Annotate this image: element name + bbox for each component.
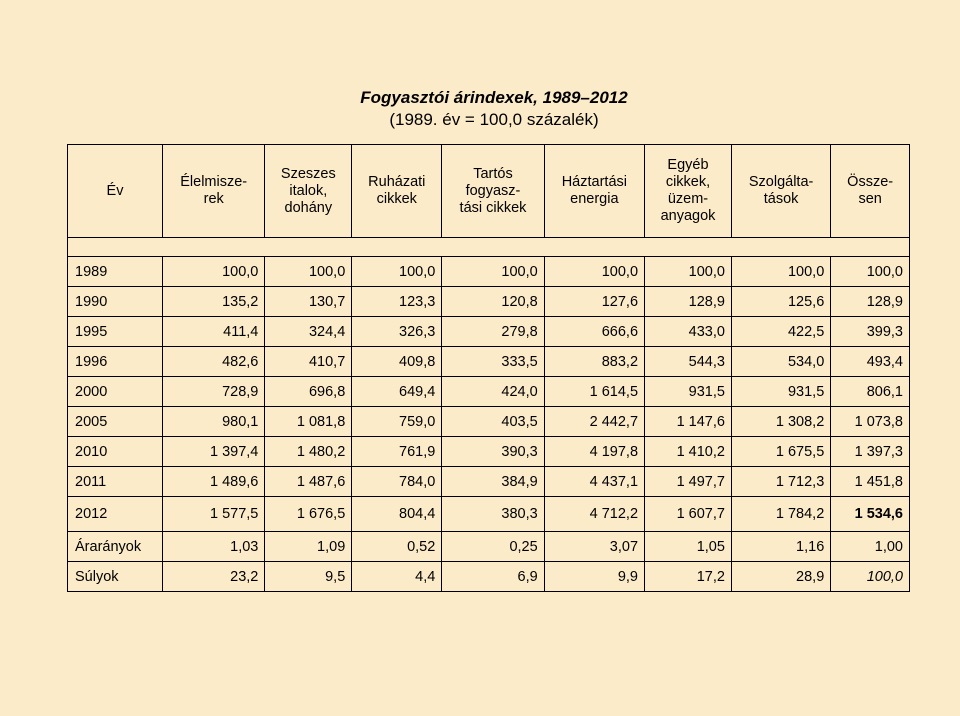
table-cell: 2 442,7: [544, 407, 644, 437]
row-label: 1995: [68, 317, 163, 347]
table-cell: 128,9: [831, 287, 910, 317]
table-cell: 100,0: [831, 562, 910, 592]
table-cell: 17,2: [645, 562, 732, 592]
column-header: Tartós fogyasz- tási cikkek: [442, 145, 544, 238]
table-cell: 380,3: [442, 497, 544, 532]
table-cell: 649,4: [352, 377, 442, 407]
table-cell: 1 397,4: [163, 437, 265, 467]
table-cell: 1 712,3: [731, 467, 830, 497]
table-cell: 1 397,3: [831, 437, 910, 467]
spacer-row: [68, 238, 910, 257]
table-cell: 482,6: [163, 347, 265, 377]
table-cell: 409,8: [352, 347, 442, 377]
table-cell: 931,5: [645, 377, 732, 407]
title-line-1: Fogyasztói árindexek, 1989–2012: [360, 88, 628, 107]
column-header: Össze- sen: [831, 145, 910, 238]
table-cell: 0,25: [442, 532, 544, 562]
table-cell: 9,9: [544, 562, 644, 592]
table-cell: 1,03: [163, 532, 265, 562]
table-cell: 100,0: [163, 257, 265, 287]
price-index-table: [67, 144, 910, 592]
table-row: [68, 407, 910, 437]
table-cell: 100,0: [645, 257, 732, 287]
table-cell: 4 197,8: [544, 437, 644, 467]
table-title: [0, 87, 960, 131]
column-header: Szeszes italok, dohány: [265, 145, 352, 238]
title-line-2: (1989. év = 100,0 százalék): [389, 110, 599, 129]
column-header: Szolgálta- tások: [731, 145, 830, 238]
table-cell: 1 410,2: [645, 437, 732, 467]
table-cell: 135,2: [163, 287, 265, 317]
table-row: [68, 437, 910, 467]
table-cell: 1 480,2: [265, 437, 352, 467]
table-cell: 130,7: [265, 287, 352, 317]
table-cell: 883,2: [544, 347, 644, 377]
table-cell: 804,4: [352, 497, 442, 532]
row-label: 2012: [68, 497, 163, 532]
row-label: 1990: [68, 287, 163, 317]
table-cell: 326,3: [352, 317, 442, 347]
table-cell: 28,9: [731, 562, 830, 592]
table-cell: 1 534,6: [831, 497, 910, 532]
table-cell: 403,5: [442, 407, 544, 437]
table-row: [68, 562, 910, 592]
table-cell: 399,3: [831, 317, 910, 347]
table-cell: 759,0: [352, 407, 442, 437]
table-cell: 100,0: [265, 257, 352, 287]
table-cell: 9,5: [265, 562, 352, 592]
table-cell: 128,9: [645, 287, 732, 317]
table-cell: 4 712,2: [544, 497, 644, 532]
table-cell: 931,5: [731, 377, 830, 407]
row-label: Árarányok: [68, 532, 163, 562]
table-cell: 23,2: [163, 562, 265, 592]
table-cell: 100,0: [442, 257, 544, 287]
table-row: [68, 532, 910, 562]
table-cell: 123,3: [352, 287, 442, 317]
table-cell: 120,8: [442, 287, 544, 317]
table-cell: 1 676,5: [265, 497, 352, 532]
row-label: 2011: [68, 467, 163, 497]
table-cell: 784,0: [352, 467, 442, 497]
table-cell: 390,3: [442, 437, 544, 467]
table-cell: 1,05: [645, 532, 732, 562]
table-cell: 1 614,5: [544, 377, 644, 407]
table-cell: 1 487,6: [265, 467, 352, 497]
table-cell: 384,9: [442, 467, 544, 497]
table-cell: 422,5: [731, 317, 830, 347]
table-cell: 544,3: [645, 347, 732, 377]
table-cell: 6,9: [442, 562, 544, 592]
table-cell: 411,4: [163, 317, 265, 347]
table-cell: 666,6: [544, 317, 644, 347]
table-cell: 100,0: [352, 257, 442, 287]
table-cell: 433,0: [645, 317, 732, 347]
table-row: [68, 287, 910, 317]
column-header: Háztartási energia: [544, 145, 644, 238]
table-cell: 4,4: [352, 562, 442, 592]
row-label: Súlyok: [68, 562, 163, 592]
table-row: [68, 497, 910, 532]
table-cell: 1 081,8: [265, 407, 352, 437]
table-cell: 1,00: [831, 532, 910, 562]
table-row: [68, 347, 910, 377]
table-cell: 1 497,7: [645, 467, 732, 497]
table-cell: 1 451,8: [831, 467, 910, 497]
row-label: 2005: [68, 407, 163, 437]
table-cell: 493,4: [831, 347, 910, 377]
table-cell: 100,0: [544, 257, 644, 287]
table-cell: 4 437,1: [544, 467, 644, 497]
column-header: Év: [68, 145, 163, 238]
table-cell: 1 489,6: [163, 467, 265, 497]
table-cell: 980,1: [163, 407, 265, 437]
table-cell: 1 308,2: [731, 407, 830, 437]
table-cell: 410,7: [265, 347, 352, 377]
table-cell: 728,9: [163, 377, 265, 407]
table-cell: 324,4: [265, 317, 352, 347]
table-row: [68, 317, 910, 347]
table-cell: 761,9: [352, 437, 442, 467]
table-cell: 1 784,2: [731, 497, 830, 532]
table-cell: 125,6: [731, 287, 830, 317]
table-row: [68, 467, 910, 497]
row-label: 2000: [68, 377, 163, 407]
table-cell: 534,0: [731, 347, 830, 377]
table-cell: 1 147,6: [645, 407, 732, 437]
table-cell: 0,52: [352, 532, 442, 562]
table-cell: 100,0: [731, 257, 830, 287]
table-cell: 1,16: [731, 532, 830, 562]
column-header: Egyéb cikkek, üzem- anyagok: [645, 145, 732, 238]
table-cell: 806,1: [831, 377, 910, 407]
row-label: 1996: [68, 347, 163, 377]
table-cell: 279,8: [442, 317, 544, 347]
header-row: [68, 145, 910, 238]
table-cell: 127,6: [544, 287, 644, 317]
row-label: 2010: [68, 437, 163, 467]
column-header: Ruházati cikkek: [352, 145, 442, 238]
table-cell: 1 607,7: [645, 497, 732, 532]
table-cell: 333,5: [442, 347, 544, 377]
table-cell: 696,8: [265, 377, 352, 407]
row-label: 1989: [68, 257, 163, 287]
table-row: [68, 377, 910, 407]
table-row: [68, 257, 910, 287]
table-cell: 1,09: [265, 532, 352, 562]
column-header: Élelmisze- rek: [163, 145, 265, 238]
table-cell: 1 675,5: [731, 437, 830, 467]
table-cell: 424,0: [442, 377, 544, 407]
table-cell: 100,0: [831, 257, 910, 287]
table-cell: 1 577,5: [163, 497, 265, 532]
table-cell: 3,07: [544, 532, 644, 562]
table-cell: 1 073,8: [831, 407, 910, 437]
